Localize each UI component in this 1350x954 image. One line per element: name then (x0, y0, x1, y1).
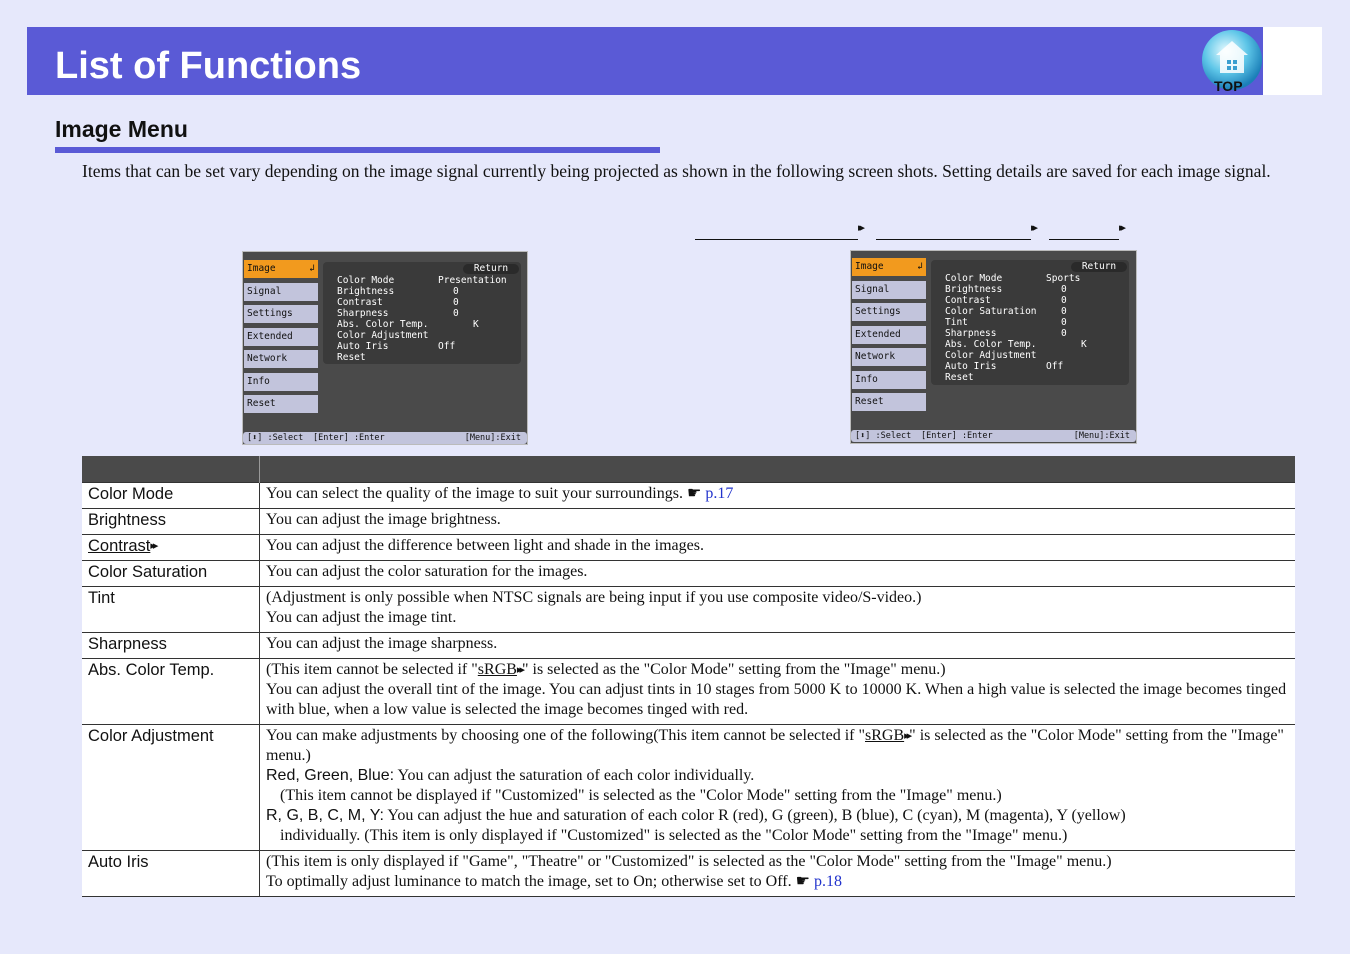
row-desc: (This item is only displayed if "Game", "Theatre" or "Customized" is selected as the "Color Mode" setting from the "Image" menu.) To optimally adjust luminance to match the image, set to On; otherwise set to Off. ☛ p.18 (260, 851, 1296, 897)
arrow-icon: ▸▸ (904, 730, 910, 742)
row-name (82, 535, 260, 561)
osd-settings-panel (323, 262, 521, 364)
top-button[interactable] (1200, 29, 1264, 95)
page-link[interactable]: p.18 (813, 873, 842, 890)
pointing-hand-icon: ☛ (686, 485, 702, 502)
row-desc: You can adjust the difference between light and shade in the images. (260, 535, 1296, 561)
osd-row: Reset (337, 352, 366, 363)
osd-tab-image: Image ↲ (244, 260, 318, 278)
row-name: Color Saturation (82, 561, 260, 587)
osd-footer: [⬍] :Select [Enter] :Enter [Menu]:Exit (851, 430, 1136, 442)
osd-row: Color Adjustment (945, 350, 1037, 361)
row-desc: You can adjust the color saturation for the images. (260, 561, 1296, 587)
glossary-link[interactable]: sRGB (865, 727, 905, 744)
legend-line-2 (876, 223, 1031, 240)
osd-row: Abs. Color Temp. K (945, 339, 1087, 350)
section-underline (55, 147, 660, 153)
table-header (82, 456, 1295, 483)
row-desc: You can adjust the image brightness. (260, 509, 1296, 535)
osd-row: Reset (945, 372, 974, 383)
row-desc: You can make adjustments by choosing one of the following(This item cannot be selected if "sRGB▸▸" is selected as the "Color Mode" setting from the "Image" menu.) Red, Green, Blue: You can adjust the saturation of each color individually. (This item cannot be displayed if "Customized" is selected as the "Color Mode" setting from the "Image" menu.) R, G, B, C, M, Y: You can adjust the hue and saturation of each color R (red), G (green), B (blue), C (cyan), M (magenta), Y (yellow) individually. (This item is only displayed if "Customized" is selected as the "Color Mode" setting from the "Image" menu.) (260, 725, 1296, 851)
row-desc: (This item cannot be selected if "sRGB▸▸" is selected as the "Color Mode" setting from the "Image" menu.) You can adjust the overall tint of the image. You can adjust tints in 10 stages from 5000 K to 10000 K. When a high value is selected the image becomes tinged with blue, when a low value is selected the image becomes tinged with red. (260, 659, 1296, 725)
legend-lines (0, 223, 1350, 245)
table-row (82, 561, 1295, 587)
osd-row: Contrast 0 (945, 295, 1067, 306)
osd-tab-image: Image ↲ (852, 258, 926, 276)
osd-tab-signal: Signal (244, 283, 318, 301)
arrow-icon: ▸▸ (516, 664, 522, 676)
row-name: Brightness (82, 509, 260, 535)
osd-row: Color Saturation 0 (945, 306, 1067, 317)
osd-row: Abs. Color Temp. K (337, 319, 479, 330)
osd-row: Color Adjustment (337, 330, 429, 341)
arrow-icon: ▸▸ (150, 540, 156, 552)
table-row (82, 535, 1295, 561)
osd-tab-signal: Signal (852, 281, 926, 299)
osd-tab-extended: Extended (852, 326, 926, 344)
osd-settings-panel (931, 260, 1129, 385)
pointing-hand-icon: ☛ (795, 873, 810, 890)
osd-tab-reset: Reset (244, 395, 318, 413)
osd-row: Brightness 0 (337, 286, 459, 297)
table-row (82, 725, 1295, 851)
table-row (82, 483, 1295, 509)
osd-tab-reset: Reset (852, 393, 926, 411)
top-label: TOP (1214, 78, 1243, 94)
row-desc: You can select the quality of the image to suit your surroundings. ☛ p.17 (260, 483, 1296, 509)
osd-row: Color Mode Sports (945, 273, 1081, 284)
osd-row: Tint 0 (945, 317, 1067, 328)
arrow-icon: ▸▸ (1031, 222, 1035, 234)
osd-row: Auto Iris Off (945, 361, 1064, 372)
osd-tab-info: Info (852, 371, 926, 389)
table-row (82, 587, 1295, 633)
table-row (82, 659, 1295, 725)
osd-return: Return (1071, 262, 1127, 272)
row-desc: (Adjustment is only possible when NTSC signals are being input if you use composite video/S-video.) You can adjust the image tint. (260, 587, 1296, 633)
row-name: Tint (82, 587, 260, 633)
legend-line-1 (695, 223, 858, 240)
page-link[interactable]: p.17 (705, 485, 734, 502)
section-title: Image Menu (55, 116, 188, 142)
osd-row: Color Mode Presentation (337, 275, 507, 286)
page-title: List of Functions (55, 45, 362, 87)
osd-footer: [⬍] :Select [Enter] :Enter [Menu]:Exit (243, 432, 527, 444)
row-name: Color Mode (82, 483, 260, 509)
menu-screenshot-presentation (242, 251, 528, 445)
osd-row: Contrast 0 (337, 297, 459, 308)
arrow-icon: ▸▸ (858, 222, 862, 234)
osd-tab-network: Network (244, 350, 318, 368)
osd-tab-info: Info (244, 373, 318, 391)
osd-row: Sharpness 0 (945, 328, 1067, 339)
arrow-icon: ▸▸ (1119, 222, 1123, 234)
row-name: Sharpness (82, 633, 260, 659)
table-row (82, 633, 1295, 659)
legend-line-3 (1049, 223, 1119, 240)
glossary-link[interactable]: sRGB (477, 661, 517, 678)
osd-return: Return (463, 264, 519, 274)
glossary-link[interactable]: Contrast (88, 537, 151, 555)
osd-row: Sharpness 0 (337, 308, 459, 319)
row-name: Auto Iris (82, 851, 260, 897)
osd-tab-settings: Settings (244, 305, 318, 323)
table-row (82, 851, 1295, 897)
row-desc: You can adjust the image sharpness. (260, 633, 1296, 659)
header-corner (1263, 27, 1322, 95)
row-name: Abs. Color Temp. (82, 659, 260, 725)
osd-tab-extended: Extended (244, 328, 318, 346)
row-name: Color Adjustment (82, 725, 260, 851)
functions-table (82, 456, 1295, 897)
osd-row: Auto Iris Off (337, 341, 456, 352)
menu-screenshot-sports (850, 250, 1137, 444)
osd-row: Brightness 0 (945, 284, 1067, 295)
osd-tab-network: Network (852, 348, 926, 366)
osd-tab-settings: Settings (852, 303, 926, 321)
table-row (82, 509, 1295, 535)
intro-text: Items that can be set vary depending on the image signal currently being projected as shown in the following screen shots. Setting details are saved for each image signal. (82, 161, 1271, 181)
